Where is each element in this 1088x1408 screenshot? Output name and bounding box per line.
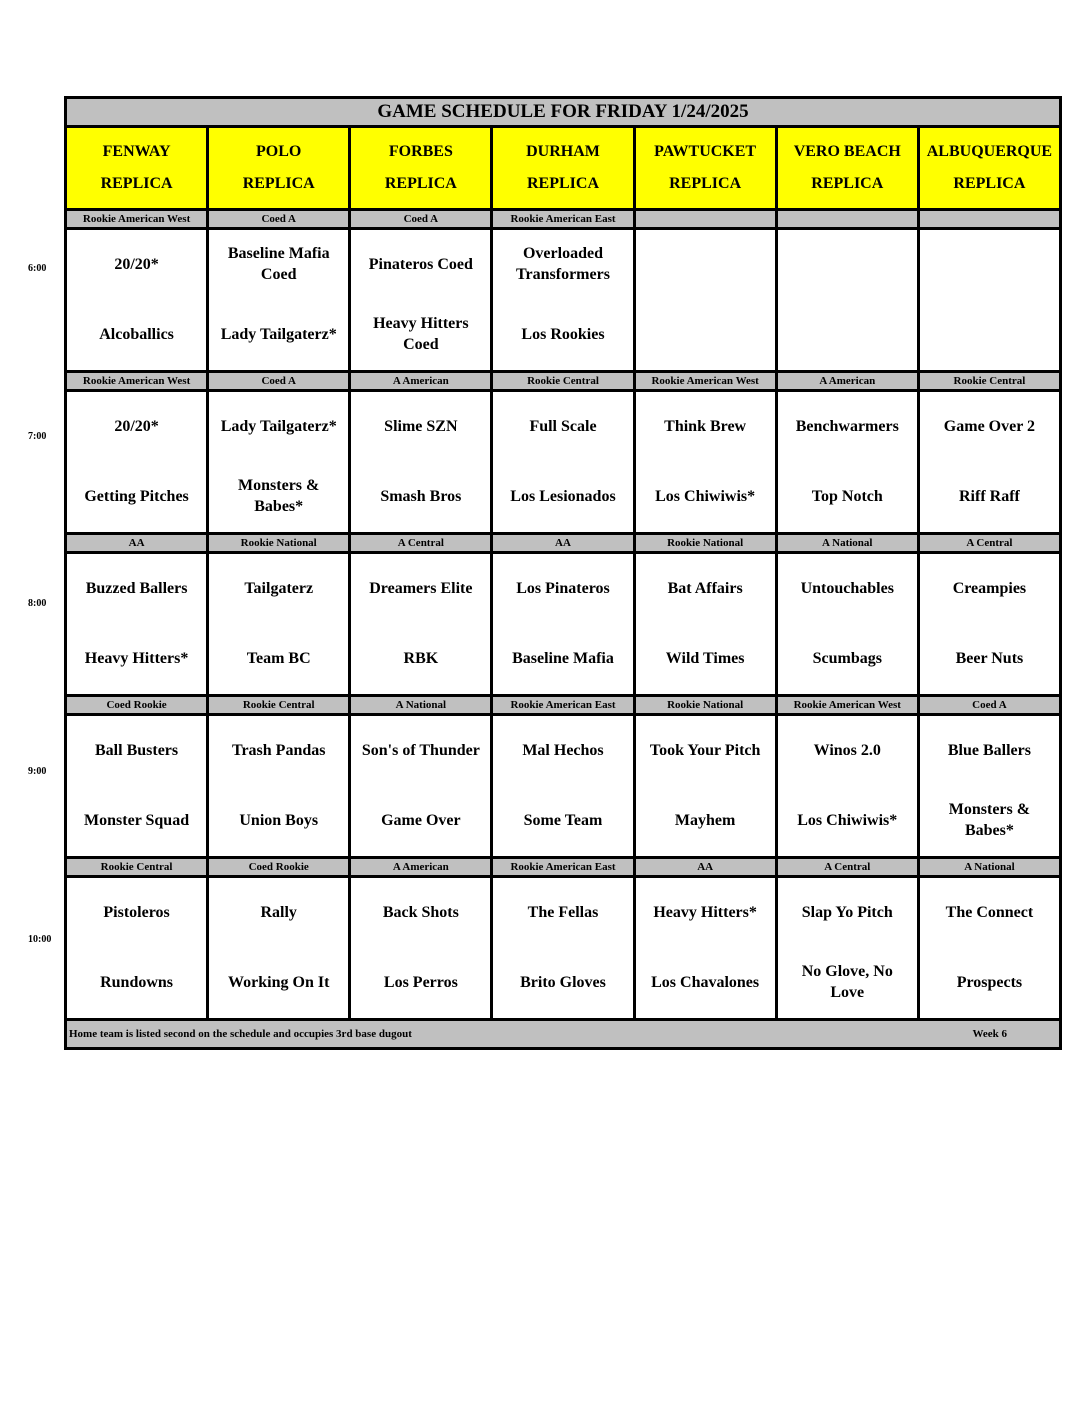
week-label: Week 6 (972, 1028, 1007, 1040)
division-label (776, 210, 918, 229)
matchup (636, 554, 775, 694)
away-team: Pinateros Coed (368, 255, 473, 273)
game-row (66, 553, 1061, 696)
division-label: A American (350, 372, 492, 391)
division-label: Rookie Central (492, 372, 634, 391)
home-team: Scumbags (812, 649, 882, 667)
matchup (778, 554, 917, 694)
matchup (493, 230, 632, 370)
matchup (209, 230, 348, 370)
field-header (634, 127, 776, 210)
division-label (634, 210, 776, 229)
away-team: Heavy Hitters* (653, 903, 757, 921)
matchup (636, 230, 775, 370)
home-team: Game Over (381, 811, 461, 829)
game-row (66, 229, 1061, 372)
matchup (67, 716, 206, 856)
game-cell (634, 877, 776, 1020)
game-cell (492, 553, 634, 696)
matchup (920, 392, 1059, 532)
division-label: Rookie Central (208, 696, 350, 715)
game-cell (208, 229, 350, 372)
matchup (778, 878, 917, 1018)
division-label: A National (350, 696, 492, 715)
division-label: Coed Rookie (66, 696, 208, 715)
away-team: Ball Busters (95, 741, 179, 759)
home-team: Rundowns (100, 973, 174, 991)
away-team (636, 230, 775, 300)
matchup (67, 392, 206, 532)
field-header (66, 127, 208, 210)
home-team: RBK (403, 649, 439, 667)
away-team: Think Brew (664, 417, 747, 435)
home-team (920, 300, 1059, 370)
game-cell (350, 553, 492, 696)
matchup (778, 230, 917, 370)
game-cell (208, 877, 350, 1020)
footer-note: Home team is listed second on the schedule and occupies 3rd base dugout (69, 1028, 412, 1040)
slot-body (66, 210, 1061, 1020)
division-label: Rookie American West (66, 210, 208, 229)
home-team: Top Notch (811, 487, 883, 505)
game-cell (66, 877, 208, 1020)
game-cell (492, 877, 634, 1020)
field-name: ALBUQUERQUE (926, 143, 1053, 161)
game-cell (634, 553, 776, 696)
game-cell (66, 391, 208, 534)
game-cell (492, 391, 634, 534)
matchup (493, 554, 632, 694)
matchup (493, 392, 632, 532)
division-label: AA (634, 858, 776, 877)
away-team: Tailgaterz (244, 579, 314, 597)
field-header (776, 127, 918, 210)
away-team: Mal Hechos (522, 741, 604, 759)
matchup (209, 392, 348, 532)
home-team: Heavy Hitters* (84, 649, 189, 667)
division-label: Rookie American East (492, 696, 634, 715)
field-subtitle: REPLICA (242, 175, 315, 192)
division-label: Rookie American West (776, 696, 918, 715)
away-team: The Fellas (527, 903, 599, 921)
home-team: Baseline Mafia (512, 649, 614, 667)
game-cell (492, 229, 634, 372)
division-label: Rookie National (208, 534, 350, 553)
away-team: Bat Affairs (667, 579, 743, 597)
division-label: A American (776, 372, 918, 391)
home-team: Heavy Hitters Coed (373, 315, 469, 353)
game-cell (776, 715, 918, 858)
time-label-7: 7:00 (28, 431, 47, 442)
home-team: Union Boys (239, 811, 319, 829)
away-team: Creampies (952, 579, 1027, 597)
away-team: Winos 2.0 (813, 741, 881, 759)
game-cell (350, 391, 492, 534)
matchup (636, 716, 775, 856)
footer-cell (66, 1020, 1061, 1049)
home-team: Some Team (523, 811, 603, 829)
away-team: Slap Yo Pitch (801, 903, 893, 921)
game-cell (918, 715, 1060, 858)
field-subtitle: REPLICA (811, 175, 884, 192)
matchup (351, 554, 490, 694)
away-team: Overloaded Transformers (516, 245, 610, 283)
game-cell (918, 553, 1060, 696)
away-team: 20/20* (114, 255, 159, 273)
game-cell (208, 715, 350, 858)
away-team: 20/20* (114, 417, 159, 435)
division-label: A American (350, 858, 492, 877)
field-header (208, 127, 350, 210)
game-cell (350, 877, 492, 1020)
home-team: Los Chavalones (651, 973, 760, 991)
home-team: Monster Squad (84, 811, 190, 829)
away-team: Untouchables (800, 579, 894, 597)
footer-row (66, 1020, 1061, 1049)
game-cell (350, 715, 492, 858)
home-team: Team BC (246, 649, 311, 667)
field-name: PAWTUCKET (654, 143, 757, 161)
away-team: Baseline Mafia Coed (227, 245, 330, 283)
matchup (636, 392, 775, 532)
game-cell (918, 391, 1060, 534)
field-header-row (66, 127, 1061, 210)
division-label: Rookie Central (66, 858, 208, 877)
home-team: Los Lesionados (510, 487, 616, 505)
division-label: Coed A (208, 210, 350, 229)
game-cell (492, 715, 634, 858)
game-row (66, 877, 1061, 1020)
game-cell (66, 553, 208, 696)
division-label: AA (492, 534, 634, 553)
matchup (67, 230, 206, 370)
home-team: Los Rookies (521, 325, 605, 343)
field-name: DURHAM (526, 143, 600, 161)
away-team: Blue Ballers (947, 741, 1031, 759)
division-label: Rookie National (634, 696, 776, 715)
division-label: Rookie American East (492, 858, 634, 877)
division-label: Rookie National (634, 534, 776, 553)
matchup (67, 554, 206, 694)
home-team: Wild Times (665, 649, 745, 667)
home-team: Getting Pitches (84, 487, 189, 505)
game-cell (208, 391, 350, 534)
game-cell (776, 553, 918, 696)
matchup (778, 716, 917, 856)
division-row (66, 858, 1061, 877)
schedule-table (64, 96, 1062, 1050)
division-label: A National (776, 534, 918, 553)
field-subtitle: REPLICA (669, 175, 742, 192)
away-team: Back Shots (382, 903, 459, 921)
away-team: Game Over 2 (943, 417, 1036, 435)
away-team: The Connect (945, 903, 1034, 921)
title-row (66, 98, 1061, 127)
home-team: No Glove, No Love (801, 963, 893, 1001)
division-label: Rookie American East (492, 210, 634, 229)
matchup (209, 716, 348, 856)
division-row (66, 210, 1061, 229)
home-team: Alcoballics (99, 325, 174, 343)
home-team: Lady Tailgaterz* (220, 325, 337, 343)
away-team: Buzzed Ballers (85, 579, 188, 597)
field-name: FORBES (388, 143, 453, 161)
field-name: POLO (256, 143, 302, 161)
home-team: Beer Nuts (955, 649, 1024, 667)
matchup (209, 878, 348, 1018)
division-label: Rookie American West (634, 372, 776, 391)
division-label: Coed A (350, 210, 492, 229)
matchup (209, 554, 348, 694)
division-row (66, 696, 1061, 715)
home-team: Los Perros (383, 973, 458, 991)
division-row (66, 372, 1061, 391)
away-team (778, 230, 917, 300)
away-team: Took Your Pitch (649, 741, 761, 759)
matchup (636, 878, 775, 1018)
matchup (493, 878, 632, 1018)
game-cell (776, 877, 918, 1020)
game-cell (66, 229, 208, 372)
home-team: Mayhem (674, 811, 736, 829)
game-cell (66, 715, 208, 858)
division-label: Coed A (918, 696, 1060, 715)
time-label-10: 10:00 (28, 934, 52, 945)
division-label: Coed Rookie (208, 858, 350, 877)
home-team (778, 300, 917, 370)
away-team: Slime SZN (384, 417, 458, 435)
field-subtitle: REPLICA (384, 175, 457, 192)
field-header (918, 127, 1060, 210)
away-team: Dreamers Elite (369, 579, 473, 597)
field-subtitle: REPLICA (100, 175, 173, 192)
away-team: Benchwarmers (795, 417, 899, 435)
away-team: Son's of Thunder (361, 741, 480, 759)
field-name: FENWAY (102, 143, 171, 161)
matchup (920, 230, 1059, 370)
matchup (351, 392, 490, 532)
game-row (66, 391, 1061, 534)
division-label: A Central (776, 858, 918, 877)
division-label: A National (918, 858, 1060, 877)
away-team: Los Pinateros (516, 579, 610, 597)
matchup (351, 230, 490, 370)
matchup (920, 554, 1059, 694)
game-cell (208, 553, 350, 696)
home-team: Working On It (228, 973, 330, 991)
field-name: VERO BEACH (793, 143, 901, 161)
field-header (350, 127, 492, 210)
game-cell (350, 229, 492, 372)
matchup (351, 716, 490, 856)
home-team: Prospects (956, 973, 1023, 991)
schedule-title: GAME SCHEDULE FOR FRIDAY 1/24/2025 (66, 98, 1061, 127)
time-label-6: 6:00 (28, 263, 47, 274)
away-team: Rally (260, 903, 297, 921)
game-cell (776, 229, 918, 372)
matchup (920, 716, 1059, 856)
home-team: Riff Raff (958, 487, 1020, 505)
division-row (66, 534, 1061, 553)
game-cell (918, 229, 1060, 372)
game-cell (918, 877, 1060, 1020)
field-subtitle: REPLICA (526, 175, 599, 192)
game-cell (634, 229, 776, 372)
division-label: A Central (350, 534, 492, 553)
away-team: Trash Pandas (231, 741, 326, 759)
home-team: Smash Bros (380, 487, 462, 505)
matchup (67, 878, 206, 1018)
matchup (493, 716, 632, 856)
home-team: Los Chiwiwis* (655, 487, 756, 505)
game-row (66, 715, 1061, 858)
away-team (920, 230, 1059, 300)
home-team: Monsters & Babes* (948, 801, 1031, 839)
home-team: Los Chiwiwis* (797, 811, 898, 829)
away-team: Full Scale (529, 417, 597, 435)
home-team (636, 300, 775, 370)
time-label-9: 9:00 (28, 766, 47, 777)
field-header (492, 127, 634, 210)
division-label: A Central (918, 534, 1060, 553)
division-label (918, 210, 1060, 229)
away-team: Pistoleros (103, 903, 170, 921)
time-label-8: 8:00 (28, 598, 47, 609)
field-subtitle: REPLICA (953, 175, 1026, 192)
division-label: Rookie Central (918, 372, 1060, 391)
matchup (920, 878, 1059, 1018)
division-label: Coed A (208, 372, 350, 391)
away-team: Lady Tailgaterz* (220, 417, 337, 435)
game-cell (634, 391, 776, 534)
home-team: Brito Gloves (520, 973, 606, 991)
matchup (778, 392, 917, 532)
home-team: Monsters & Babes* (238, 477, 320, 515)
division-label: AA (66, 534, 208, 553)
game-cell (776, 391, 918, 534)
division-label: Rookie American West (66, 372, 208, 391)
game-cell (634, 715, 776, 858)
matchup (351, 878, 490, 1018)
